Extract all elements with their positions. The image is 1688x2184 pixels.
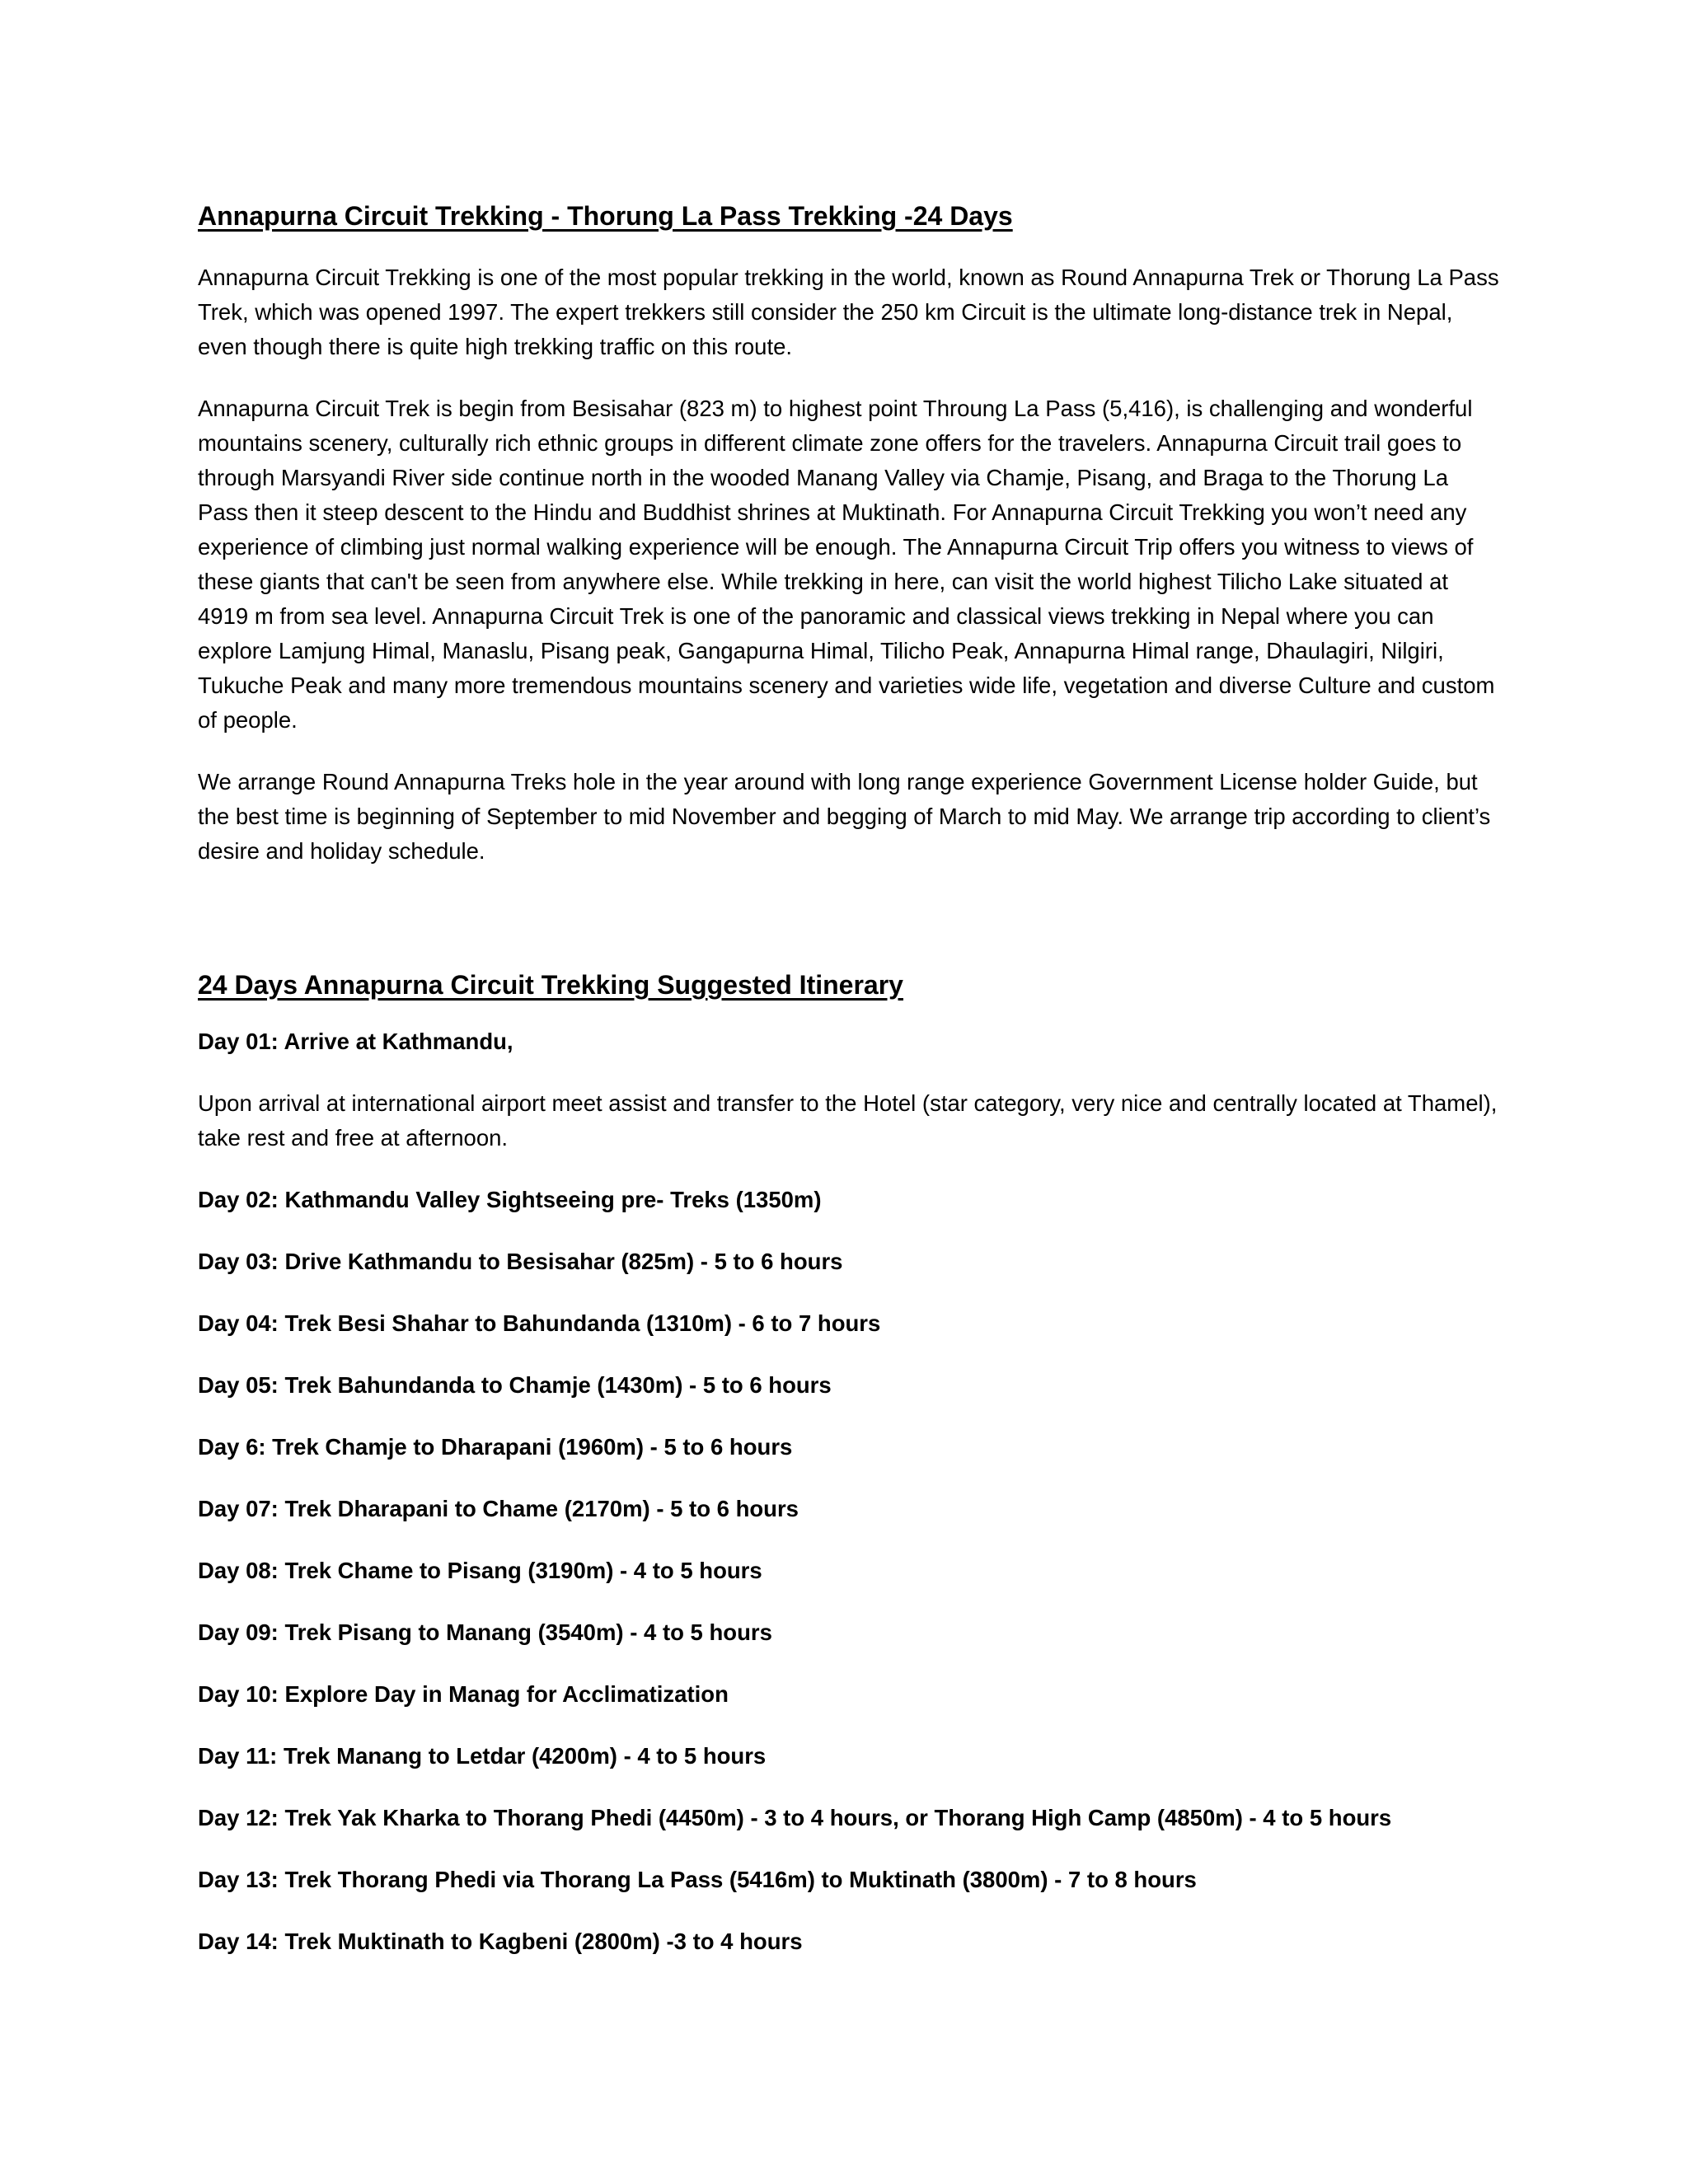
day-11-heading: Day 11: Trek Manang to Letdar (4200m) - 4 to 5 hours (198, 1743, 767, 1769)
season-paragraph: We arrange Round Annapurna Treks hole in the year around with long range experience Government License holder Guide, but the best time is beginning of September to mid November and begging of March to mid May. We arrange trip according to client’s desire and holiday schedule. (198, 769, 1491, 864)
intro-paragraph: Annapurna Circuit Trekking is one of the most popular trekking in the world, known as Round Annapurna Trek or Thorung La Pass Trek, which was opened 1997. The expert trekkers still consider the 250 km Circuit is the ultimate long-distance trek in Nepal, even though there is quite high trekking traffic on this route. (198, 265, 1499, 359)
itinerary-title: 24 Days Annapurna Circuit Trekking Suggested Itinerary (198, 970, 903, 1000)
document-title: Annapurna Circuit Trekking - Thorung La Pass Trekking -24 Days (198, 201, 1013, 231)
day-09-heading: Day 09: Trek Pisang to Manang (3540m) - 4 to 5 hours (198, 1619, 772, 1645)
day-06-heading: Day 6: Trek Chamje to Dharapani (1960m) - 5 to 6 hours (198, 1434, 793, 1460)
day-14-heading: Day 14: Trek Muktinath to Kagbeni (2800m) -3 to 4 hours (198, 1929, 803, 1954)
day-01-heading: Day 01: Arrive at Kathmandu, (198, 1029, 513, 1054)
document-page (198, 194, 1500, 1986)
day-04-heading: Day 04: Trek Besi Shahar to Bahundanda (1310m) - 6 to 7 hours (198, 1310, 881, 1336)
route-paragraph: Annapurna Circuit Trek is begin from Besisahar (823 m) to highest point Throung La Pass (5,416), is challenging and wonderful mountains scenery, culturally rich ethnic groups in different climate zone offers for the travelers. Annapurna Circuit trail goes to through Marsyandi River side continue north in the wooded Manang Valley via Chamje, Pisang, and Braga to the Thorung La Pass then it steep descent to the Hindu and Buddhist shrines at Muktinath. For Annapurna Circuit Trekking you won’t need any experience of climbing just normal walking experience will be enough. The Annapurna Circuit Trip offers you witness to views of these giants that can't be seen from anywhere else. While trekking in here, can visit the world highest Tilicho Lake situated at 4919 m from sea level. Annapurna Circuit Trek is one of the panoramic and classical views trekking in Nepal where you can explore Lamjung Himal, Manaslu, Pisang peak, Gangapurna Himal, Tilicho Peak, Annapurna Himal range, Dhaulagiri, Nilgiri, Tukuche Peak and many more tremendous mountains scenery and varieties wide life, vegetation and diverse Culture and custom of people. (198, 396, 1495, 733)
day-02-heading: Day 02: Kathmandu Valley Sightseeing pre- Treks (1350m) (198, 1187, 822, 1212)
day-13-heading: Day 13: Trek Thorang Phedi via Thorang La Pass (5416m) to Muktinath (3800m) - 7 to 8 hours (198, 1867, 1197, 1892)
day-07-heading: Day 07: Trek Dharapani to Chame (2170m) - 5 to 6 hours (198, 1496, 799, 1521)
day-08-heading: Day 08: Trek Chame to Pisang (3190m) - 4 to 5 hours (198, 1558, 762, 1583)
day-10-heading: Day 10: Explore Day in Manag for Acclimatization (198, 1681, 729, 1707)
day-12-heading: Day 12: Trek Yak Kharka to Thorang Phedi (4450m) - 3 to 4 hours, or Thorang High Camp (4850m) - 4 to 5 hours (198, 1805, 1392, 1830)
day-03-heading: Day 03: Drive Kathmandu to Besisahar (825m) - 5 to 6 hours (198, 1249, 843, 1274)
day-05-heading: Day 05: Trek Bahundanda to Chamje (1430m) - 5 to 6 hours (198, 1372, 832, 1398)
day-01-description: Upon arrival at international airport meet assist and transfer to the Hotel (star category, very nice and centrally located at Thamel), take rest and free at afternoon. (198, 1090, 1498, 1151)
